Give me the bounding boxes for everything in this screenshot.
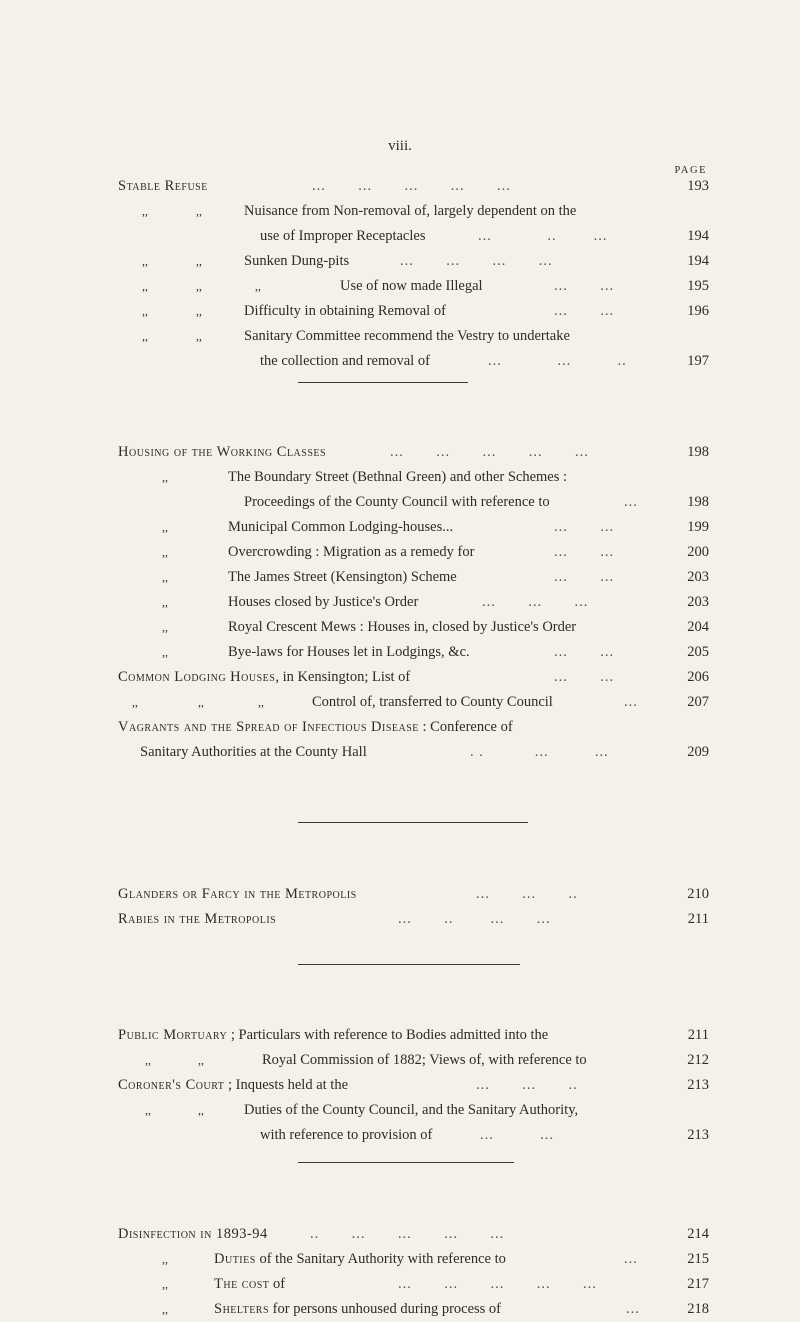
entry-title-smallcaps: Public Mortuary — [118, 1027, 228, 1043]
leader-dots: ... ... ... ... ... — [312, 178, 511, 194]
entry-page: 217 — [687, 1276, 709, 1292]
entry-title: Housing of the Working Classes — [118, 444, 327, 460]
entry-text: Municipal Common Lodging-houses... — [228, 519, 454, 535]
section-housing — [0, 440, 800, 765]
leader-dots: ... ... .. — [476, 886, 578, 902]
index-entry — [0, 590, 800, 615]
ditto-mark: ,, — [196, 254, 202, 268]
entry-title-rest: ; Particulars with reference to Bodies admitted into the — [227, 1027, 549, 1043]
entry-page: 207 — [687, 694, 709, 710]
ditto-mark: ,, — [258, 695, 264, 709]
entry-title: Disinfection in 1893-94 — [118, 1226, 268, 1242]
entry-title — [118, 1073, 348, 1098]
leader-dots: ... ... — [554, 644, 615, 660]
leader-dots: ... ... ... — [482, 594, 589, 610]
entry-page: 194 — [687, 253, 709, 269]
entry-title-rest: for persons unhoused during process of — [269, 1301, 502, 1317]
entry-page: 198 — [687, 494, 709, 510]
entry-title-smallcaps: Common Lodging Houses — [118, 669, 276, 685]
entry-title-smallcaps: Vagrants and the Spread of Infectious Disease — [118, 719, 419, 735]
entry-page: 213 — [687, 1077, 709, 1093]
ditto-mark: ,, — [142, 204, 148, 218]
index-entry — [0, 715, 800, 740]
leader-dots: ... ... — [480, 1127, 554, 1143]
entry-text: Difficulty in obtaining Removal of — [244, 303, 446, 319]
ditto-mark: ,, — [196, 204, 202, 218]
section-stable-refuse — [0, 174, 800, 374]
entry-title — [118, 715, 513, 740]
index-entry — [0, 199, 800, 224]
ditto-mark: ,, — [255, 279, 261, 293]
entry-text: Overcrowding : Migration as a remedy for — [228, 544, 475, 560]
index-entry-continuation — [0, 224, 800, 249]
entry-title: Glanders or Farcy in the Metropolis — [118, 886, 357, 902]
entry-text: use of Improper Receptacles — [260, 228, 426, 244]
entry-title-smallcaps: Shelters — [214, 1301, 270, 1317]
entry-page: 218 — [687, 1301, 709, 1317]
index-entry — [0, 907, 800, 932]
leader-dots: . . ... ... — [470, 744, 609, 760]
section-divider — [298, 822, 528, 823]
index-entry — [0, 1247, 800, 1272]
entry-title-smallcaps: Coroner's Court — [118, 1077, 225, 1093]
ditto-mark: ,, — [142, 329, 148, 343]
entry-page: 198 — [687, 444, 709, 460]
index-entry — [0, 615, 800, 640]
entry-text: The James Street (Kensington) Scheme — [228, 569, 457, 585]
ditto-mark: ,, — [142, 254, 148, 268]
index-entry — [0, 1073, 800, 1098]
entry-text: Proceedings of the County Council with reference to — [244, 494, 550, 510]
entry-text — [214, 1272, 285, 1297]
page-number: viii. — [388, 138, 412, 154]
entry-text: with reference to provision of — [260, 1127, 433, 1143]
ditto-mark: ,, — [162, 1252, 168, 1266]
entry-page: 211 — [687, 911, 709, 927]
entry-page: 206 — [687, 669, 709, 685]
leader-dots: ... ... ... ... — [400, 253, 553, 269]
entry-title-rest: of the Sanitary Authority with reference to — [255, 1251, 506, 1267]
entry-title-rest: , in Kensington; List of — [275, 669, 411, 685]
index-entry — [0, 1023, 800, 1048]
ditto-mark: ,, — [162, 645, 168, 659]
leader-dots: ... ... .. — [488, 353, 627, 369]
section-divider — [298, 382, 468, 383]
ditto-mark: ,, — [162, 520, 168, 534]
index-entry — [0, 299, 800, 324]
leader-dots: ... ... .. — [476, 1077, 578, 1093]
index-entry — [0, 440, 800, 465]
ditto-mark: ,, — [162, 620, 168, 634]
entry-title-rest: : Conference of — [418, 719, 513, 735]
entry-page: 214 — [687, 1226, 709, 1242]
entry-page: 210 — [687, 886, 709, 902]
leader-dots: ... — [624, 694, 638, 710]
entry-title-smallcaps: The cost — [214, 1276, 270, 1292]
entry-title — [118, 1023, 548, 1048]
ditto-mark: ,, — [162, 595, 168, 609]
entry-text: Use of now made Illegal — [340, 278, 483, 294]
section-mortuary-coroner — [0, 1023, 800, 1148]
entry-page: 215 — [687, 1251, 709, 1267]
entry-page: 199 — [687, 519, 709, 535]
ditto-mark: ,, — [196, 279, 202, 293]
entry-page: 195 — [687, 278, 709, 294]
section-divider — [298, 964, 520, 965]
ditto-mark: ,, — [196, 304, 202, 318]
index-entry — [0, 274, 800, 299]
index-entry — [0, 640, 800, 665]
leader-dots: ... ... — [554, 278, 615, 294]
entry-page: 194 — [687, 228, 709, 244]
leader-dots: .. ... ... ... ... — [310, 1226, 505, 1242]
ditto-mark: ,, — [142, 279, 148, 293]
leader-dots: ... ... — [554, 669, 615, 685]
ditto-mark: ,, — [145, 1053, 151, 1067]
index-entry — [0, 1098, 800, 1123]
index-entry — [0, 690, 800, 715]
ditto-mark: ,, — [162, 1277, 168, 1291]
entry-page: 204 — [687, 619, 709, 635]
entry-text: Bye-laws for Houses let in Lodgings, &c. — [228, 644, 470, 660]
entry-text: Houses closed by Justice's Order — [228, 594, 419, 610]
entry-page: 203 — [687, 594, 709, 610]
page-column-label: PAGE — [674, 165, 707, 176]
index-entry — [0, 515, 800, 540]
entry-title — [118, 665, 410, 690]
index-entry — [0, 665, 800, 690]
entry-text: Duties of the County Council, and the Sanitary Authority, — [244, 1102, 579, 1118]
index-entry — [0, 1048, 800, 1073]
index-entry — [0, 324, 800, 349]
section-disinfection — [0, 1222, 800, 1322]
entry-page: 213 — [687, 1127, 709, 1143]
entry-title-rest: of — [269, 1276, 286, 1292]
leader-dots: ... — [624, 1251, 638, 1267]
ditto-mark: ,, — [162, 1302, 168, 1316]
entry-page: 211 — [687, 1027, 709, 1043]
entry-text: Sanitary Authorities at the County Hall — [140, 744, 367, 760]
entry-page: 212 — [687, 1052, 709, 1068]
index-entry — [0, 174, 800, 199]
ditto-mark: ,, — [162, 545, 168, 559]
entry-text: Royal Commission of 1882; Views of, with reference to — [262, 1052, 587, 1068]
leader-dots: ... — [624, 494, 638, 510]
index-entry — [0, 1272, 800, 1297]
leader-dots: ... .. ... ... — [398, 911, 551, 927]
leader-dots: ... ... — [554, 544, 615, 560]
index-entry-continuation — [0, 1123, 800, 1148]
ditto-mark: ,, — [142, 304, 148, 318]
entry-page: 205 — [687, 644, 709, 660]
ditto-mark: ,, — [145, 1103, 151, 1117]
leader-dots: ... .. ... — [478, 228, 608, 244]
entry-text: Sanitary Committee recommend the Vestry to undertake — [244, 328, 570, 344]
index-entry — [0, 882, 800, 907]
entry-title: Stable Refuse — [118, 178, 208, 194]
leader-dots: ... ... ... ... ... — [398, 1276, 597, 1292]
index-entry — [0, 465, 800, 490]
entry-text: Sunken Dung-pits — [244, 253, 350, 269]
entry-page: 200 — [687, 544, 709, 560]
entry-text: Royal Crescent Mews : Houses in, closed by Justice's Order — [228, 619, 577, 635]
entry-page: 209 — [687, 744, 709, 760]
entry-text: The Boundary Street (Bethnal Green) and other Schemes : — [228, 469, 568, 485]
index-entry — [0, 565, 800, 590]
entry-title-rest: ; Inquests held at the — [224, 1077, 349, 1093]
leader-dots: ... — [626, 1301, 640, 1317]
ditto-mark: ,, — [198, 695, 204, 709]
entry-page: 197 — [687, 353, 709, 369]
ditto-mark: ,, — [132, 695, 138, 709]
ditto-mark: ,, — [162, 570, 168, 584]
ditto-mark: ,, — [198, 1103, 204, 1117]
ditto-mark: ,, — [198, 1053, 204, 1067]
entry-title-smallcaps: Duties — [214, 1251, 256, 1267]
leader-dots: ... ... — [554, 569, 615, 585]
index-entry — [0, 249, 800, 274]
index-entry-continuation — [0, 490, 800, 515]
index-entry-continuation — [0, 349, 800, 374]
leader-dots: ... ... — [554, 303, 615, 319]
entry-text: Nuisance from Non-removal of, largely dependent on the — [244, 203, 577, 219]
entry-page: 203 — [687, 569, 709, 585]
leader-dots: ... ... ... ... ... — [390, 444, 589, 460]
entry-title: Rabies in the Metropolis — [118, 911, 277, 927]
entry-page: 196 — [687, 303, 709, 319]
ditto-mark: ,, — [162, 470, 168, 484]
index-entry — [0, 540, 800, 565]
entry-text — [214, 1247, 506, 1272]
entry-page: 193 — [687, 178, 709, 194]
entry-text: Control of, transferred to County Council — [312, 694, 553, 710]
leader-dots: ... ... — [554, 519, 615, 535]
ditto-mark: ,, — [196, 329, 202, 343]
index-entry-continuation — [0, 740, 800, 765]
section-glanders-rabies — [0, 882, 800, 932]
index-entry — [0, 1222, 800, 1247]
section-divider — [298, 1162, 514, 1163]
entry-text: the collection and removal of — [260, 353, 430, 369]
